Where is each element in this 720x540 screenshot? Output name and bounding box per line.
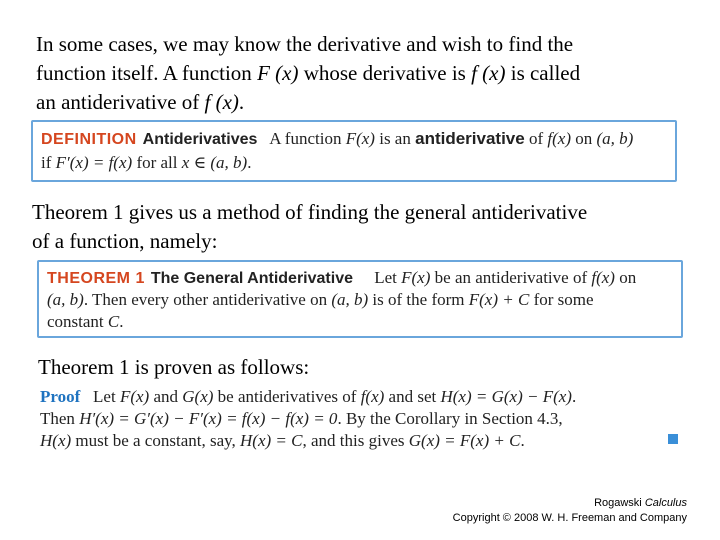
definition-tag: DEFINITION <box>41 131 137 148</box>
theorem-line-1: THEOREM 1 The General Antiderivative Let F(x) be an antiderivative of f(x) on <box>47 268 637 287</box>
theorem-intro-paragraph: Theorem 1 gives us a method of finding the general antiderivative of a function, namely: <box>32 200 588 253</box>
proof-block <box>40 386 690 456</box>
copyright-credit: Rogawski Calculus Copyright © 2008 W. H. Freeman and Company <box>452 497 687 524</box>
qed-square-icon <box>668 434 678 444</box>
theorem-tag: THEOREM 1 <box>47 270 145 287</box>
proof-intro-paragraph: Theorem 1 is proven as follows: <box>38 355 310 379</box>
theorem-heading: The General Antiderivative <box>150 270 353 287</box>
proof-line-1: Proof Let F(x) and G(x) be antiderivatives of f(x) and set H(x) = G(x) − F(x). <box>40 387 577 406</box>
definition-line-1: DEFINITION Antiderivatives A function F(x) is an antiderivative of f(x) on (a, b) <box>41 129 634 148</box>
intro-paragraph: In some cases, we may know the derivative and wish to find the function itself. A function F (x) whose derivative is f (x) is called an antiderivative of f (x). <box>36 32 581 114</box>
theorem-line-2: (a, b). Then every other antiderivative on (a, b) is of the form F(x) + C for some <box>47 290 594 309</box>
definition-box <box>31 120 677 182</box>
theorem-box <box>37 260 683 338</box>
definition-heading: Antiderivatives <box>142 131 258 148</box>
proof-line-3: H(x) must be a constant, say, H(x) = C, and this gives G(x) = F(x) + C. <box>40 431 525 450</box>
theorem-line-3: constant C. <box>47 312 124 331</box>
proof-label: Proof <box>40 387 81 406</box>
definition-line-2: if F′(x) = f(x) for all x ∈ (a, b). <box>41 153 252 172</box>
proof-line-2: Then H′(x) = G′(x) − F′(x) = f(x) − f(x) = 0. By the Corollary in Section 4.3, <box>40 409 563 428</box>
